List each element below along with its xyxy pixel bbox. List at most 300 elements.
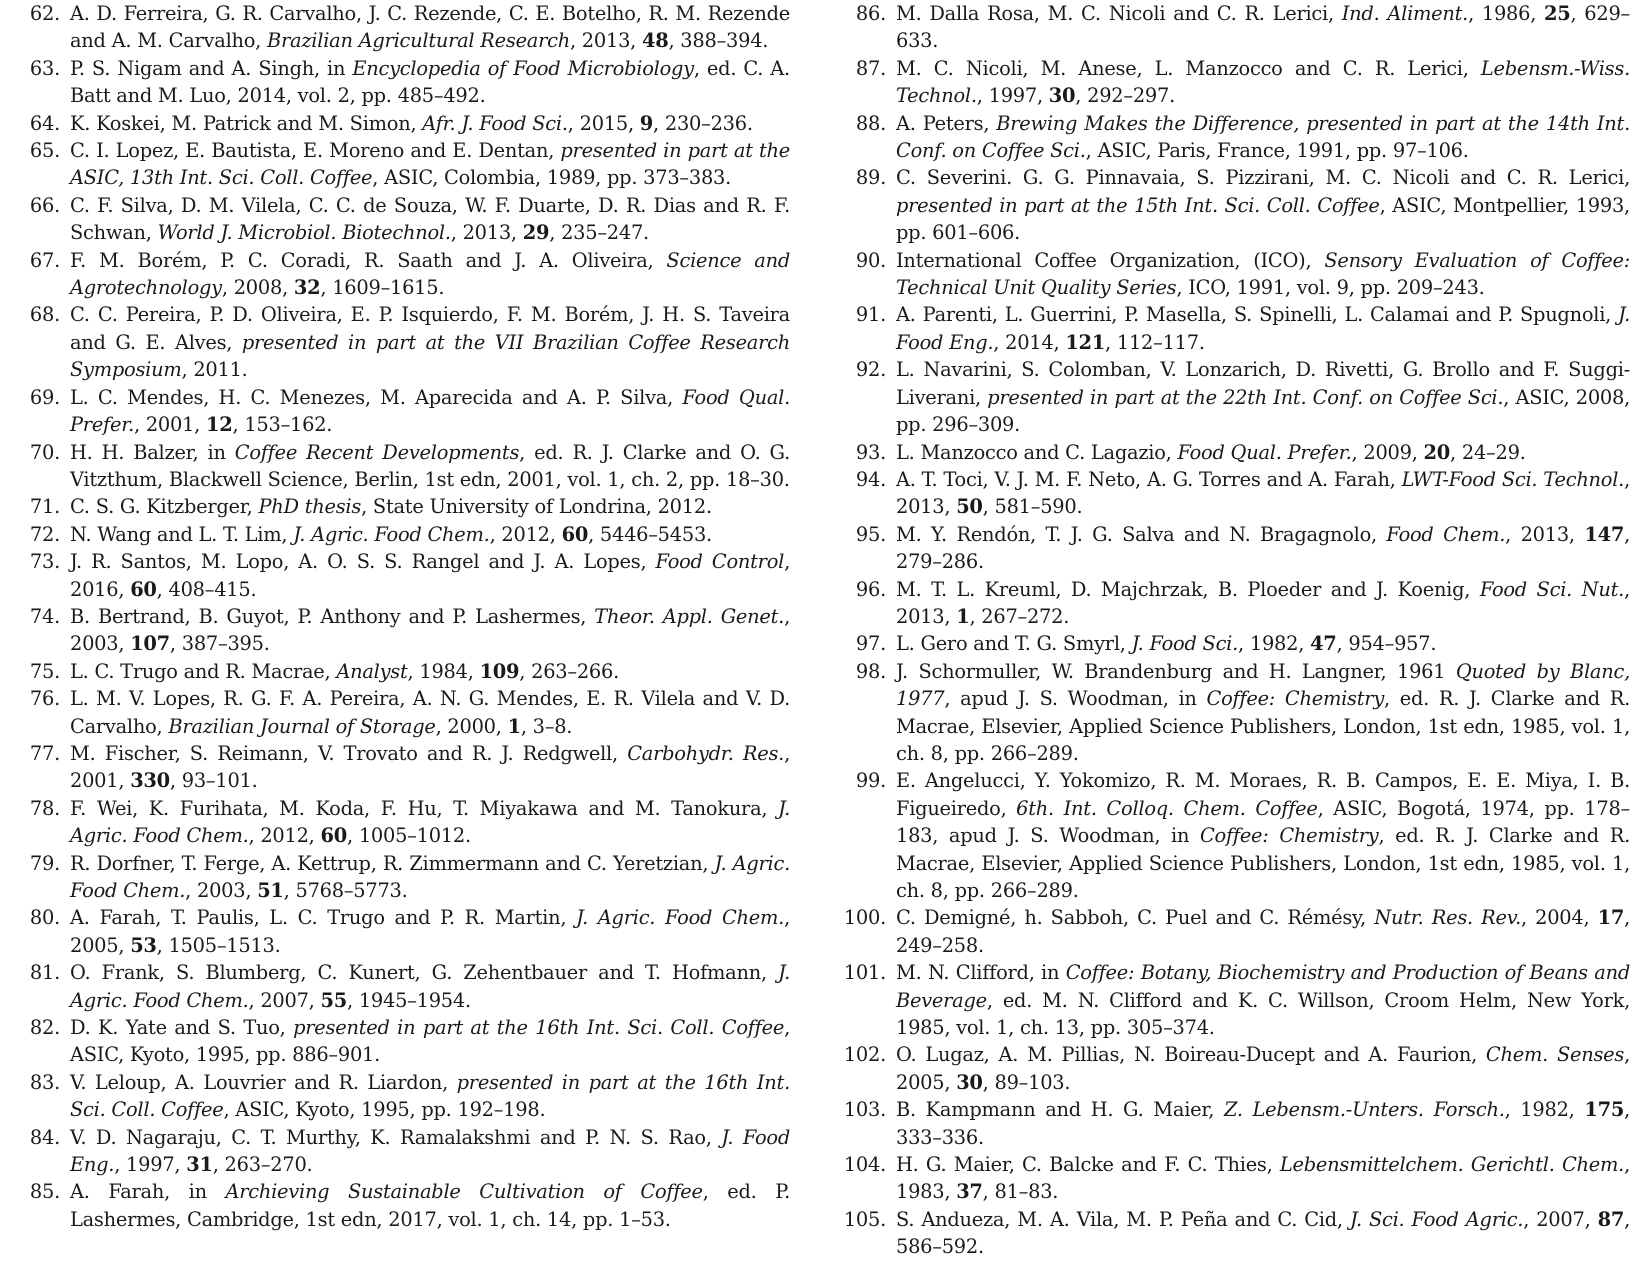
reference-volume: 50 [956, 495, 983, 519]
reference-segment: J. R. Santos, M. Lopo, A. O. S. S. Rangel and J. A. Lopes, [70, 550, 656, 574]
reference-text [896, 959, 1630, 1041]
reference-item [838, 1151, 1630, 1206]
reference-segment: , 387–395. [169, 632, 270, 656]
reference-segment: , 629–633. [896, 2, 1630, 53]
reference-segment: , 1945–1954. [347, 988, 471, 1012]
reference-segment: C. S. G. Kitzberger, [70, 495, 259, 519]
reference-text [70, 521, 790, 548]
reference-volume: 121 [1065, 330, 1106, 354]
reference-title: J. Agric. Food Chem. [576, 906, 785, 930]
reference-item [24, 521, 790, 548]
reference-segment: International Coffee Organization, (ICO), [896, 248, 1325, 272]
reference-segment: , ed. R. J. Clarke and R. Macrae, Elsevier, Applied Science Publishers, London, 1st edn, 1985, vol. 1, ch. 8, pp. 266–289. [896, 687, 1630, 765]
reference-segment: , 954–957. [1336, 632, 1437, 656]
reference-title: World J. Microbiol. Biotechnol. [157, 221, 451, 245]
reference-title: presented in part at the 22th Int. Conf. on Coffee Sci. [987, 385, 1504, 409]
reference-text [70, 247, 790, 302]
reference-number: 75. [29, 659, 60, 683]
reference-text [70, 959, 790, 1014]
reference-item [24, 1178, 790, 1233]
reference-item [24, 658, 790, 685]
reference-title: PhD thesis [258, 495, 362, 519]
reference-segment: , 249–258. [896, 906, 1630, 957]
reference-title: Coffee: Chemistry [1199, 824, 1379, 848]
reference-volume: 51 [257, 879, 284, 902]
reference-text [896, 767, 1630, 904]
reference-segment: , 586–592. [896, 1207, 1630, 1259]
reference-title: Quoted by Blanc, 1977 [896, 659, 1630, 711]
reference-item [24, 137, 790, 192]
reference-title: Analyst [336, 659, 408, 683]
reference-segment: , ASIC, Kyoto, 1995, pp. 886–901. [70, 1016, 790, 1067]
reference-segment: , 1505–1513. [156, 933, 281, 957]
reference-volume: 87 [1597, 1207, 1625, 1231]
references-right-column [838, 0, 1630, 1261]
reference-segment: , 1997, [976, 84, 1049, 108]
reference-segment: A. Peters, [896, 111, 997, 135]
reference-item [838, 0, 1630, 55]
reference-segment: , 2003, [185, 879, 258, 902]
reference-title: Brazilian Journal of Storage [168, 714, 436, 738]
reference-segment: , 1609–1615. [320, 276, 445, 300]
reference-text [896, 521, 1630, 576]
reference-number: 93. [855, 440, 886, 464]
reference-volume: 30 [956, 1070, 983, 1094]
reference-segment: , 2001, [70, 741, 790, 793]
reference-number: 65. [29, 139, 60, 163]
reference-text [896, 164, 1630, 246]
reference-segment: B. Bertrand, B. Guyot, P. Anthony and P. Lashermes, [70, 604, 595, 628]
reference-volume: 53 [130, 933, 157, 957]
reference-segment: , ASIC, Kyoto, 1995, pp. 192–198. [223, 1098, 546, 1122]
reference-title: Lebensmittelchem. Gerichtl. Chem. [1279, 1153, 1625, 1177]
reference-segment: , State University of Londrina, 2012. [361, 495, 712, 519]
reference-number: 95. [855, 522, 886, 546]
reference-segment: , ASIC, Montpellier, 1993, pp. 601–606. [896, 193, 1630, 245]
reference-title: Brazilian Agricultural Research [267, 29, 570, 53]
reference-volume: 48 [642, 29, 669, 53]
reference-title: J. Agric. Food Chem. [70, 961, 790, 1012]
reference-text [70, 55, 790, 110]
reference-segment: V. D. Nagaraju, C. T. Murthy, K. Ramalakshmi and P. N. S. Rao, [70, 1125, 722, 1149]
reference-title: Lebensm.-Wiss. Technol. [896, 56, 1630, 108]
reference-volume: 29 [522, 221, 550, 245]
reference-title: Nutr. Res. Rev. [1374, 906, 1522, 930]
reference-item [838, 110, 1630, 165]
reference-item [838, 301, 1630, 356]
reference-item [24, 850, 790, 905]
reference-item [24, 55, 790, 110]
reference-title: presented in part at the VII Brazilian Coffee Research Symposium [70, 330, 790, 382]
reference-number: 68. [29, 303, 60, 327]
reference-number: 99. [855, 769, 886, 793]
reference-segment: M. C. Nicoli, M. Anese, L. Manzocco and C. R. Lerici, [896, 56, 1481, 80]
reference-item [838, 55, 1630, 110]
reference-segment: , 24–29. [1450, 440, 1526, 464]
reference-segment: , 267–272. [969, 604, 1070, 628]
reference-number: 104. [843, 1153, 886, 1177]
reference-text [896, 110, 1630, 165]
reference-number: 94. [855, 467, 886, 491]
reference-item [838, 247, 1630, 302]
reference-segment: , 2007, [248, 988, 321, 1012]
reference-text [70, 439, 790, 494]
reference-segment: , 2005, [70, 906, 790, 957]
reference-segment: , 5446–5453. [588, 522, 712, 546]
reference-segment: , 388–394. [668, 29, 769, 53]
reference-number: 66. [29, 193, 60, 217]
reference-segment: , 230–236. [653, 111, 753, 135]
reference-segment: M. Fischer, S. Reimann, V. Trovato and R. J. Redgwell, [70, 741, 628, 765]
reference-segment: L. Gero and T. G. Smyrl, [896, 632, 1132, 656]
reference-title: Afr. J. Food Sci. [422, 111, 568, 135]
reference-segment: H. H. Balzer, in [70, 440, 235, 464]
reference-title: Food Qual. Prefer. [70, 385, 790, 437]
reference-number: 105. [843, 1207, 886, 1231]
reference-volume: 330 [130, 769, 170, 793]
reference-segment: , 153–162. [232, 413, 333, 437]
reference-title: Food Chem. [1386, 522, 1506, 546]
reference-number: 81. [29, 961, 60, 985]
reference-text [70, 192, 790, 247]
reference-segment: J. Schormuller, W. Brandenburg and H. Langner, 1961 [896, 659, 1456, 683]
reference-item [838, 1206, 1630, 1261]
reference-title: Food Sci. Nut. [1479, 577, 1625, 601]
reference-segment: P. S. Nigam and A. Singh, in [70, 56, 353, 80]
reference-segment: M. T. L. Kreuml, D. Majchrzak, B. Ploeder and J. Koenig, [896, 577, 1480, 601]
reference-segment: , apud J. S. Woodman, in [944, 687, 1207, 711]
reference-volume: 20 [1423, 440, 1451, 464]
reference-segment: , ICO, 1991, vol. 9, pp. 209–243. [1176, 276, 1485, 300]
reference-segment: , 2014, [993, 330, 1066, 354]
reference-segment: M. Dalla Rosa, M. C. Nicoli and C. R. Lerici, [896, 2, 1342, 25]
reference-volume: 55 [320, 988, 347, 1012]
reference-segment: , 2013, [1505, 522, 1585, 546]
reference-volume: 109 [479, 659, 520, 683]
reference-number: 86. [855, 2, 886, 25]
reference-segment: , ASIC, 2008, pp. 296–309. [896, 385, 1630, 437]
reference-volume: 17 [1597, 906, 1625, 930]
reference-segment: M. Y. Rendón, T. J. G. Salva and N. Bragagnolo, [896, 522, 1387, 546]
reference-segment: , 2008, [221, 276, 294, 300]
reference-text [896, 247, 1630, 302]
reference-volume: 25 [1544, 2, 1571, 25]
reference-number: 76. [29, 687, 60, 711]
reference-segment: , 1005–1012. [347, 824, 471, 848]
reference-item [24, 247, 790, 302]
reference-item [24, 192, 790, 247]
reference-segment: , 93–101. [169, 769, 258, 793]
reference-number: 96. [855, 577, 886, 601]
reference-number: 73. [29, 550, 60, 574]
reference-text [70, 548, 790, 603]
reference-text [896, 658, 1630, 768]
reference-segment: , 292–297. [1075, 84, 1175, 108]
reference-volume: 32 [293, 276, 321, 300]
reference-number: 92. [855, 358, 886, 382]
reference-segment: A. Farah, T. Paulis, L. C. Trugo and P. R. Martin, [70, 906, 577, 930]
reference-segment: F. Wei, K. Furihata, M. Koda, F. Hu, T. Miyakawa and M. Tanokura, [70, 796, 779, 820]
reference-volume: 60 [561, 522, 589, 546]
reference-segment: V. Leloup, A. Louvrier and R. Liardon, [70, 1070, 457, 1094]
reference-item [838, 439, 1630, 466]
reference-number: 83. [29, 1070, 60, 1094]
reference-title: Food Control [655, 550, 785, 574]
reference-volume: 12 [206, 413, 233, 437]
reference-segment: , 2013, [569, 29, 642, 53]
reference-volume: 37 [956, 1180, 983, 1204]
reference-segment: , 408–415. [156, 577, 257, 601]
reference-text [70, 301, 790, 383]
reference-segment: , ed. R. J. Clarke and O. G. Vitzthum, Blackwell Science, Berlin, 1st edn, 2001, vol. 1, ch. 2, pp. 18–30. [70, 440, 791, 491]
reference-text [70, 1124, 790, 1179]
reference-segment: , 1997, [114, 1153, 187, 1177]
reference-number: 90. [855, 248, 886, 272]
reference-segment: , 81–83. [982, 1180, 1059, 1204]
reference-segment: A. T. Toci, V. J. M. F. Neto, A. G. Torres and A. Farah, [896, 467, 1402, 491]
reference-number: 89. [855, 166, 886, 190]
reference-text [70, 658, 790, 685]
reference-item [24, 740, 790, 795]
reference-item [24, 1069, 790, 1124]
reference-text [896, 1206, 1630, 1261]
reference-segment: , 2013, [450, 221, 523, 245]
reference-volume: 30 [1048, 84, 1076, 108]
reference-title: LWT-Food Sci. Technol. [1401, 467, 1625, 491]
reference-segment: O. Frank, S. Blumberg, C. Kunert, G. Zehentbauer and T. Hofmann, [70, 961, 779, 985]
reference-title: J. Sci. Food Agric. [1349, 1207, 1524, 1231]
reference-number: 85. [29, 1180, 60, 1204]
reference-segment: C. Demigné, h. Sabboh, C. Puel and C. Rémésy, [896, 906, 1375, 930]
reference-title: Encyclopedia of Food Microbiology [352, 56, 694, 80]
reference-number: 67. [29, 248, 60, 272]
reference-segment: , 3–8. [520, 714, 573, 738]
reference-segment: K. Koskei, M. Patrick and M. Simon, [70, 111, 423, 135]
reference-text [70, 137, 790, 192]
reference-segment: A. Farah, in [70, 1180, 226, 1204]
reference-title: presented in part at the 16th Int. Sci. Coll. Coffee [293, 1016, 785, 1040]
reference-number: 74. [29, 604, 60, 628]
reference-segment: , 1983, [896, 1153, 1630, 1204]
reference-segment: , 2012, [489, 522, 562, 546]
reference-text [70, 1014, 790, 1069]
reference-item [24, 384, 790, 439]
reference-text [896, 1041, 1630, 1096]
reference-item [24, 959, 790, 1014]
reference-segment: , 333–336. [896, 1098, 1630, 1149]
reference-title: Brewing Makes the Difference, presented in part at the 14th Int. Conf. on Coffee Sci. [896, 111, 1630, 163]
reference-segment: M. N. Clifford, in [896, 961, 1066, 985]
reference-text [70, 904, 790, 959]
reference-segment: , 2013, [896, 467, 1631, 519]
reference-number: 70. [29, 440, 60, 464]
reference-number: 82. [29, 1016, 60, 1040]
reference-segment: , 1982, [1504, 1098, 1585, 1122]
reference-text [896, 630, 1630, 657]
reference-text [70, 850, 790, 905]
reference-segment: , ASIC, Colombia, 1989, pp. 373–383. [372, 166, 732, 190]
reference-text [70, 384, 790, 439]
reference-number: 102. [843, 1043, 886, 1067]
reference-title: Food Qual. Prefer. [1177, 440, 1352, 464]
reference-segment: , 581–590. [982, 495, 1083, 519]
reference-segment: , 2007, [1523, 1207, 1598, 1231]
reference-segment: , 263–266. [519, 659, 620, 683]
reference-text [896, 1151, 1630, 1206]
reference-segment: C. Severini. G. G. Pinnavaia, S. Pizzirani, M. C. Nicoli and C. R. Lerici, [896, 166, 1630, 190]
reference-text [896, 301, 1630, 356]
reference-segment: , 1984, [407, 659, 480, 683]
reference-segment: C. C. Pereira, P. D. Oliveira, E. P. Isquierdo, F. M. Borém, J. H. S. Taveira and G. E. Alves, [70, 303, 790, 354]
reference-segment: , 89–103. [982, 1070, 1071, 1094]
reference-item [24, 603, 790, 658]
reference-item [838, 658, 1630, 768]
reference-text [896, 55, 1630, 110]
reference-segment: L. C. Trugo and R. Macrae, [70, 659, 337, 683]
reference-item [24, 904, 790, 959]
reference-text [896, 466, 1630, 521]
reference-segment: C. F. Silva, D. M. Vilela, C. C. de Souza, W. F. Duarte, D. R. Dias and R. F. Schwan, [70, 193, 790, 245]
reference-text [70, 795, 790, 850]
reference-item [24, 301, 790, 383]
reference-volume: 9 [639, 111, 654, 135]
reference-text [70, 1178, 790, 1233]
reference-item [838, 521, 1630, 576]
reference-number: 103. [843, 1098, 886, 1122]
reference-segment: , 263–270. [212, 1153, 313, 1177]
reference-item [838, 576, 1630, 631]
reference-segment: , 1986, [1468, 2, 1544, 25]
reference-segment: , ASIC, Bogotá, 1974, pp. 178–183, apud J. S. Woodman, in [896, 796, 1630, 848]
reference-segment: , 2012, [248, 824, 321, 848]
reference-segment: L. C. Mendes, H. C. Menezes, M. Aparecida and A. P. Silva, [70, 385, 683, 409]
reference-title: presented in part at the ASIC, 13th Int. Sci. Coll. Coffee [70, 139, 790, 190]
reference-volume: 60 [320, 824, 347, 848]
reference-segment: O. Lugaz, A. M. Pillias, N. Boireau-Ducept and A. Faurion, [896, 1043, 1486, 1067]
reference-number: 63. [29, 56, 60, 80]
reference-item [838, 1041, 1630, 1096]
reference-item [838, 767, 1630, 904]
reference-segment: , 2015, [567, 111, 640, 135]
reference-title: Ind. Aliment. [1341, 2, 1469, 25]
reference-segment: A. Parenti, L. Guerrini, P. Masella, S. Spinelli, L. Calamai and P. Spugnoli, [896, 303, 1619, 327]
reference-number: 88. [855, 111, 886, 135]
reference-number: 87. [855, 56, 886, 80]
reference-volume: 175 [1584, 1098, 1625, 1122]
reference-segment: , ASIC, Paris, France, 1991, pp. 97–106. [1085, 139, 1469, 163]
reference-item [838, 904, 1630, 959]
reference-number: 97. [855, 632, 886, 656]
reference-segment: B. Kampmann and H. G. Maier, [896, 1098, 1224, 1122]
reference-segment: L. Manzocco and C. Lagazio, [896, 440, 1178, 464]
reference-item [24, 685, 790, 740]
references-left-column [24, 0, 790, 1233]
reference-title: Theor. Appl. Genet. [594, 604, 785, 628]
reference-item [838, 356, 1630, 438]
reference-number: 62. [29, 2, 60, 25]
reference-title: J. Agric. Food Chem. [293, 522, 490, 546]
reference-title: Coffee Recent Developments [234, 440, 520, 464]
reference-title: J. Food Eng. [896, 303, 1630, 354]
reference-segment: E. Angelucci, Y. Yokomizo, R. M. Moraes, R. B. Campos, E. E. Miya, I. B. Figueiredo, [896, 769, 1630, 820]
reference-title: J. Agric. Food Chem. [70, 796, 790, 848]
reference-segment: , ed. P. Lashermes, Cambridge, 1st edn, 2017, vol. 1, ch. 14, pp. 1–53. [70, 1180, 790, 1231]
reference-segment: , 2016, [70, 550, 790, 601]
reference-number: 64. [29, 111, 60, 135]
reference-number: 77. [29, 741, 60, 765]
reference-volume: 1 [956, 604, 970, 628]
reference-item [838, 630, 1630, 657]
reference-segment: C. I. Lopez, E. Bautista, E. Moreno and E. Dentan, [70, 139, 561, 163]
reference-segment: , 2013, [896, 577, 1630, 628]
reference-item [838, 959, 1630, 1041]
reference-segment: , 279–286. [896, 522, 1630, 574]
reference-number: 69. [29, 385, 60, 409]
reference-segment: N. Wang and L. T. Lim, [70, 522, 294, 546]
reference-text [70, 110, 790, 137]
reference-title: 6th. Int. Colloq. Chem. Coffee [1016, 796, 1318, 820]
reference-item [838, 1096, 1630, 1151]
reference-segment: H. G. Maier, C. Balcke and F. C. Thies, [896, 1153, 1280, 1177]
reference-number: 72. [29, 522, 60, 546]
reference-segment: , 112–117. [1105, 330, 1205, 354]
reference-segment: , 2000, [435, 714, 508, 738]
reference-text [896, 356, 1630, 438]
reference-segment: R. Dorfner, T. Ferge, A. Kettrup, R. Zimmermann and C. Yeretzian, [70, 851, 715, 875]
reference-number: 98. [855, 659, 886, 683]
reference-volume: 1 [507, 714, 521, 738]
reference-title: J. Food Eng. [70, 1125, 791, 1177]
reference-segment: S. Andueza, M. A. Vila, M. P. Peña and C. Cid, [896, 1207, 1350, 1231]
reference-title: presented in part at the 15th Int. Sci. Coll. Coffee [896, 193, 1380, 217]
reference-segment: , 2001, [134, 413, 207, 437]
reference-title: Archieving Sustainable Cultivation of Coffee [225, 1180, 703, 1204]
reference-segment: , ed. R. J. Clarke and R. Macrae, Elsevier, Applied Science Publishers, London, 1st edn, 1985, vol. 1, ch. 8, pp. 266–289. [896, 824, 1630, 902]
reference-volume: 60 [130, 577, 157, 601]
reference-item [24, 1124, 790, 1179]
reference-number: 71. [29, 495, 60, 519]
reference-segment: , 2003, [70, 604, 791, 656]
reference-text [896, 1096, 1630, 1151]
reference-number: 100. [843, 906, 886, 930]
reference-text [70, 0, 790, 55]
reference-number: 91. [855, 303, 886, 327]
reference-item [838, 164, 1630, 246]
reference-volume: 107 [130, 632, 170, 656]
reference-segment: , 2011. [181, 358, 248, 382]
reference-segment: F. M. Borém, P. C. Coradi, R. Saath and J. A. Oliveira, [70, 248, 667, 272]
reference-segment: , 235–247. [549, 221, 649, 245]
reference-item [24, 439, 790, 494]
reference-text [896, 439, 1630, 466]
reference-title: Chem. Senses [1485, 1043, 1625, 1067]
reference-volume: 147 [1584, 522, 1625, 546]
reference-title: Carbohydr. Res. [627, 741, 785, 765]
reference-item [24, 795, 790, 850]
reference-text [70, 685, 790, 740]
reference-segment: , ed. C. A. Batt and M. Luo, 2014, vol. 2, pp. 485–492. [70, 56, 790, 108]
reference-text [70, 740, 790, 795]
reference-title: Coffee: Botany, Biochemistry and Production of Beans and Beverage [896, 961, 1630, 1012]
reference-title: Coffee: Chemistry [1206, 687, 1385, 711]
reference-segment: , 2009, [1351, 440, 1424, 464]
reference-segment: , 2004, [1521, 906, 1598, 930]
reference-title: J. Agric. Food Chem. [70, 851, 790, 902]
reference-text [896, 904, 1630, 959]
reference-text [70, 603, 790, 658]
reference-number: 78. [29, 796, 60, 820]
reference-item [24, 548, 790, 603]
